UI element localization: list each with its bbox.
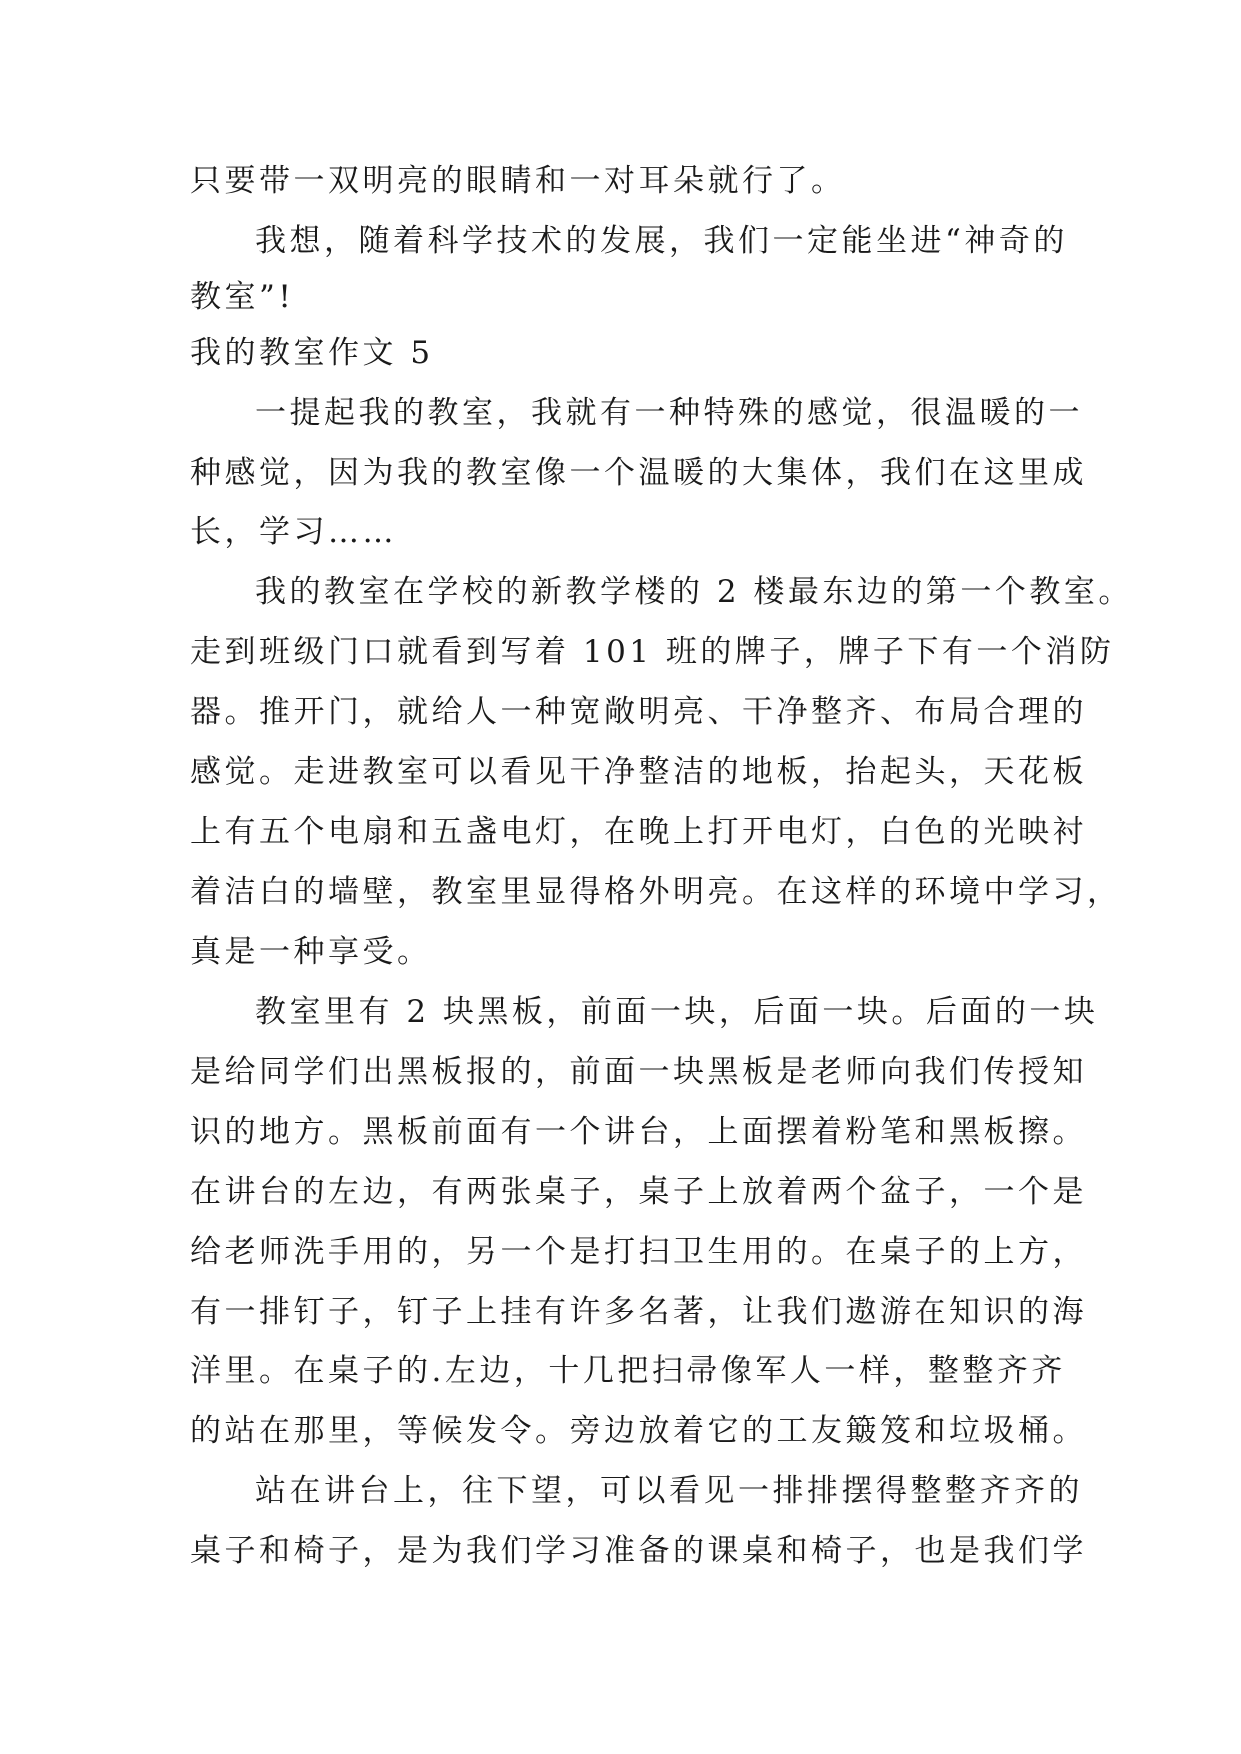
text-line-23: 站在讲台上，往下望，可以看见一排排摆得整整齐齐的 [255, 1473, 1083, 1509]
text-line-24: 桌子和椅子，是为我们学习准备的课桌和椅子，也是我们学 [190, 1533, 1087, 1569]
text-line-17: 识的地方。黑板前面有一个讲台，上面摆着粉笔和黑板擦。 [190, 1114, 1087, 1150]
text-line-3: 教室”! [190, 279, 295, 315]
text-line-21: 洋里。在桌子的.左边，十几把扫帚像军人一样，整整齐齐 [190, 1353, 1066, 1389]
section-heading: 我的教室作文 5 [190, 335, 434, 371]
text-line-9: 走到班级门口就看到写着 101 班的牌子，牌子下有一个消防 [190, 634, 1115, 670]
text-line-20: 有一排钉子，钉子上挂有许多名著，让我们遨游在知识的海 [190, 1294, 1087, 1330]
text-line-13: 着洁白的墙壁，教室里显得格外明亮。在这样的环境中学习， [190, 874, 1122, 910]
text-line-7: 长，学习…… [190, 514, 397, 550]
text-line-11: 感觉。走进教室可以看见干净整洁的地板，抬起头，天花板 [190, 754, 1087, 790]
text-line-8: 我的教室在学校的新教学楼的 2 楼最东边的第一个教室。 [255, 574, 1133, 610]
text-line-12: 上有五个电扇和五盏电灯，在晚上打开电灯，白色的光映衬 [190, 814, 1087, 850]
text-line-14: 真是一种享受。 [190, 934, 432, 970]
text-line-5: 一提起我的教室，我就有一种特殊的感觉，很温暖的一 [255, 395, 1083, 431]
text-line-6: 种感觉，因为我的教室像一个温暖的大集体，我们在这里成 [190, 455, 1087, 491]
text-line-18: 在讲台的左边，有两张桌子，桌子上放着两个盆子，一个是 [190, 1174, 1087, 1210]
text-line-10: 器。推开门，就给人一种宽敞明亮、干净整齐、布局合理的 [190, 694, 1087, 730]
text-line-16: 是给同学们出黑板报的，前面一块黑板是老师向我们传授知 [190, 1054, 1087, 1090]
text-line-19: 给老师洗手用的，另一个是打扫卫生用的。在桌子的上方， [190, 1234, 1087, 1270]
text-line-2: 我想，随着科学技术的发展，我们一定能坐进“神奇的 [255, 223, 1068, 259]
text-line-22: 的站在那里，等候发令。旁边放着它的工友簸笈和垃圾桶。 [190, 1413, 1087, 1449]
text-line-15: 教室里有 2 块黑板，前面一块，后面一块。后面的一块 [255, 994, 1099, 1030]
text-line-1: 只要带一双明亮的眼睛和一对耳朵就行了。 [190, 163, 846, 199]
